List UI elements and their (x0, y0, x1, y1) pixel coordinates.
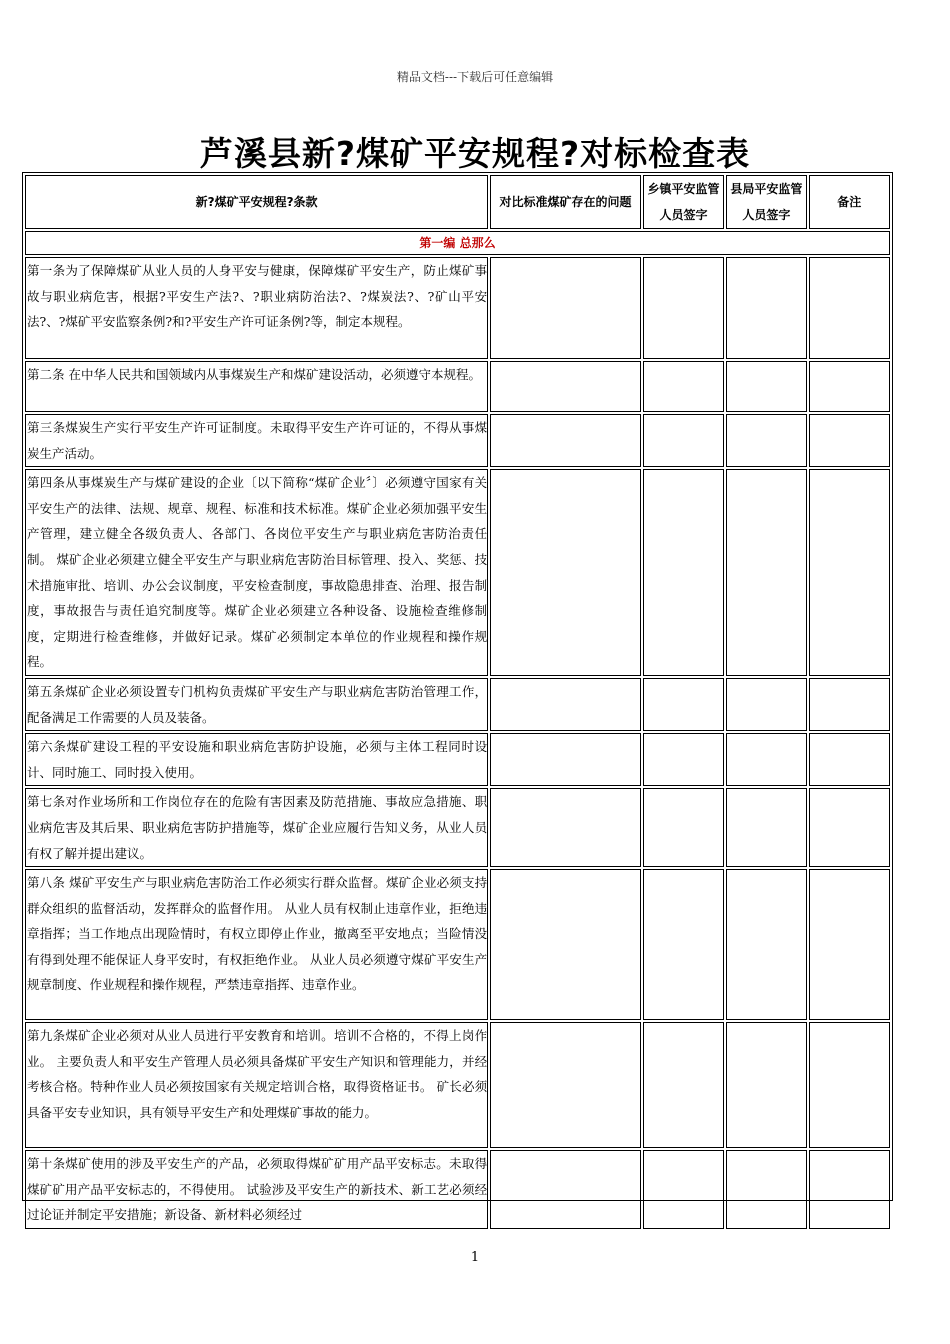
table-row (25, 414, 890, 467)
table-row (25, 361, 890, 412)
township-signature-cell[interactable] (643, 257, 724, 359)
problems-cell[interactable] (490, 1022, 641, 1148)
township-signature-cell[interactable] (643, 1150, 724, 1229)
remarks-cell[interactable] (809, 361, 890, 412)
township-signature-cell[interactable] (643, 733, 724, 786)
remarks-cell[interactable] (809, 733, 890, 786)
problems-cell[interactable] (490, 469, 641, 676)
clause-text: 第十条煤矿使用的涉及平安生产的产品，必须取得煤矿矿用产品平安标志。未取得煤矿矿用产品平安标志的，不得使用。 试验涉及平安生产的新技术、新工艺必须经过论证并制定平安措施；新设备、新材料必须经过 (25, 1150, 488, 1229)
remarks-cell[interactable] (809, 257, 890, 359)
county-signature-cell[interactable] (726, 414, 806, 467)
county-signature-cell[interactable] (726, 733, 806, 786)
clause-text: 第一条为了保障煤矿从业人员的人身平安与健康，保障煤矿平安生产，防止煤矿事故与职业病危害，根据?平安生产法?、?职业病防治法?、?煤炭法?、?矿山平安法?、?煤矿平安监察条例?和?平安生产许可证条例?等，制定本规程。 (25, 257, 488, 359)
township-signature-cell[interactable] (643, 788, 724, 867)
problems-cell[interactable] (490, 869, 641, 1020)
header-township-signature: 乡镇平安监管人员签字 (643, 175, 724, 229)
header-problems: 对比标准煤矿存在的问题 (490, 175, 641, 229)
inspection-table-frame (22, 172, 893, 1223)
county-signature-cell[interactable] (726, 257, 806, 359)
remarks-cell[interactable] (809, 869, 890, 1020)
remarks-cell[interactable] (809, 678, 890, 731)
problems-cell[interactable] (490, 788, 641, 867)
table-row (25, 1022, 890, 1148)
remarks-cell[interactable] (809, 788, 890, 867)
township-signature-cell[interactable] (643, 1022, 724, 1148)
remarks-cell[interactable] (809, 469, 890, 676)
header-note: 精品文档---下载后可任意编辑 (396, 70, 554, 84)
county-signature-cell[interactable] (726, 1022, 806, 1148)
clause-text: 第四条从事煤炭生产与煤矿建设的企业〔以下简称“煤矿企业〞〕必须遵守国家有关平安生产的法律、法规、规章、规程、标准和技术标准。煤矿企业必须加强平安生产管理，建立健全各级负责人、各部门、各岗位平安生产与职业病危害防治责任制。 煤矿企业必须建立健全平安生产与职业病危害防治目标管理、投入、奖惩、技术措施审批、培训、办公会议制度，平安检查制度，事故隐患排查、治理、报告制度，事故报告与责任追究制度等。煤矿企业必须建立各种设备、设施检查维修制度，定期进行检查维修，并做好记录。煤矿必须制定本单位的作业规程和操作规程。 (25, 469, 488, 676)
remarks-cell[interactable] (809, 1022, 890, 1148)
problems-cell[interactable] (490, 414, 641, 467)
inspection-table (23, 173, 892, 1231)
section-row (25, 231, 890, 255)
problems-cell[interactable] (490, 257, 641, 359)
table-row (25, 1150, 890, 1229)
table-row (25, 733, 890, 786)
remarks-cell[interactable] (809, 414, 890, 467)
table-row (25, 678, 890, 731)
township-signature-cell[interactable] (643, 414, 724, 467)
table-row (25, 788, 890, 867)
township-signature-cell[interactable] (643, 869, 724, 1020)
clause-text: 第六条煤矿建设工程的平安设施和职业病危害防护设施，必须与主体工程同时设计、同时施工、同时投入使用。 (25, 733, 488, 786)
county-signature-cell[interactable] (726, 1150, 806, 1229)
header-clause: 新?煤矿平安规程?条款 (25, 175, 488, 229)
county-signature-cell[interactable] (726, 788, 806, 867)
remarks-cell[interactable] (809, 1150, 890, 1229)
header-county-signature: 县局平安监管人员签字 (726, 175, 806, 229)
clause-text: 第九条煤矿企业必须对从业人员进行平安教育和培训。培训不合格的，不得上岗作业。 主要负责人和平安生产管理人员必须具备煤矿平安生产知识和管理能力，并经考核合格。特种作业人员必须按国家有关规定培训合格，取得资格证书。 矿长必须具备平安专业知识，具有领导平安生产和处理煤矿事故的能力。 (25, 1022, 488, 1148)
clause-text: 第五条煤矿企业必须设置专门机构负责煤矿平安生产与职业病危害防治管理工作，配备满足工作需要的人员及装备。 (25, 678, 488, 731)
clause-text: 第三条煤炭生产实行平安生产许可证制度。未取得平安生产许可证的，不得从事煤炭生产活动。 (25, 414, 488, 467)
problems-cell[interactable] (490, 733, 641, 786)
page-number: 1 (470, 1250, 480, 1265)
document-title: 芦溪县新?煤矿平安规程?对标检查表 (199, 134, 751, 173)
township-signature-cell[interactable] (643, 469, 724, 676)
clause-text: 第七条对作业场所和工作岗位存在的危险有害因素及防范措施、事故应急措施、职业病危害及其后果、职业病危害防护措施等，煤矿企业应履行告知义务，从业人员有权了解并提出建议。 (25, 788, 488, 867)
section-title: 第一编 总那么 (25, 231, 890, 255)
clause-text: 第二条 在中华人民共和国领域内从事煤炭生产和煤矿建设活动，必须遵守本规程。 (25, 361, 488, 412)
township-signature-cell[interactable] (643, 678, 724, 731)
problems-cell[interactable] (490, 678, 641, 731)
county-signature-cell[interactable] (726, 469, 806, 676)
table-row (25, 869, 890, 1020)
clause-text: 第八条 煤矿平安生产与职业病危害防治工作必须实行群众监督。煤矿企业必须支持群众组织的监督活动，发挥群众的监督作用。 从业人员有权制止违章作业，拒绝违章指挥；当工作地点出现险情时，有权立即停止作业，撤离至平安地点；当险情没有得到处理不能保证人身平安时，有权拒绝作业。 从业人员必须遵守煤矿平安生产规章制度、作业规程和操作规程，严禁违章指挥、违章作业。 (25, 869, 488, 1020)
header-remarks: 备注 (809, 175, 890, 229)
table-row (25, 257, 890, 359)
problems-cell[interactable] (490, 361, 641, 412)
county-signature-cell[interactable] (726, 361, 806, 412)
county-signature-cell[interactable] (726, 678, 806, 731)
problems-cell[interactable] (490, 1150, 641, 1229)
table-row (25, 469, 890, 676)
township-signature-cell[interactable] (643, 361, 724, 412)
table-header-row (25, 175, 890, 229)
county-signature-cell[interactable] (726, 869, 806, 1020)
